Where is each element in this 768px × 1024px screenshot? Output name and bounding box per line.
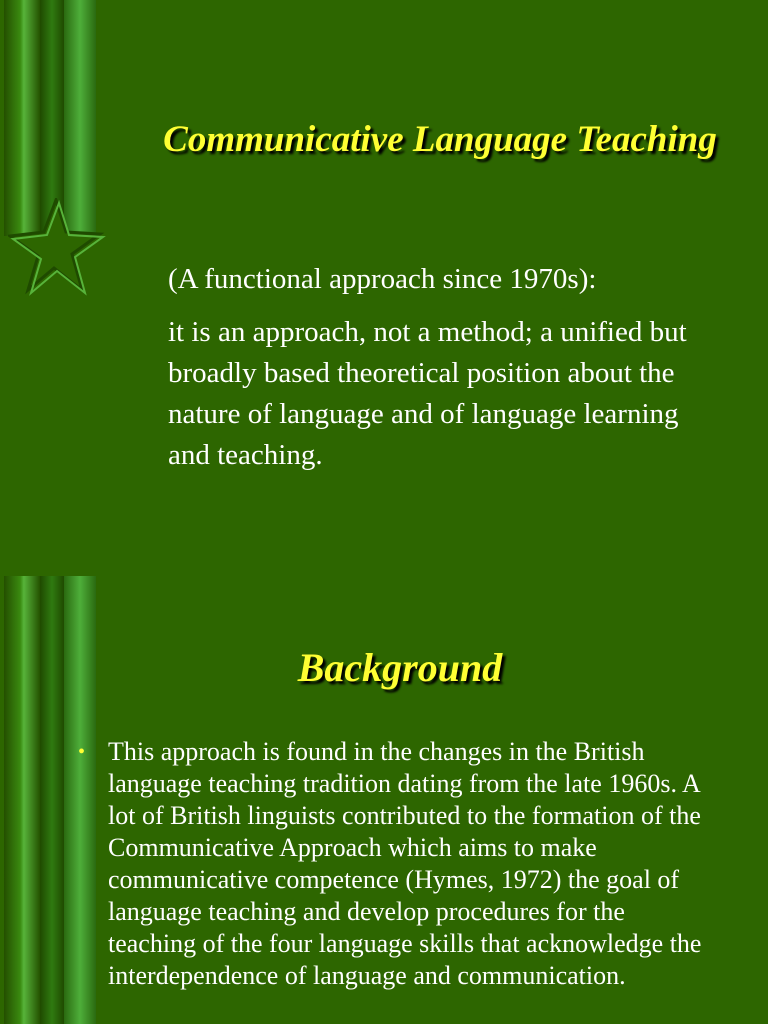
bullet-icon: • — [78, 741, 86, 763]
stripe — [40, 576, 64, 1024]
stripe — [64, 576, 96, 1024]
stripe — [4, 576, 40, 1024]
slide-background — [0, 556, 768, 1024]
slide-title: Communicative Language Teaching — [163, 119, 717, 160]
star-icon — [8, 198, 108, 298]
intro-text: (A functional approach since 1970s): — [168, 263, 597, 295]
bullet-text: This approach is found in the changes in the British language teaching tradition dating from the late 1960s. A lot of British linguists contributed to the formation of the Communicative Approach which aims to make communicative competence (Hymes, 1972) the goal of language teaching and develop procedures for the teaching of the four language skills that acknowledge the interdependence of language and communication. — [108, 737, 702, 990]
slide-title: Background — [297, 645, 503, 690]
definition-paragraph: it is an approach, not a method; a unified but broadly based theoretical position about the nature of language and of language learning and teaching. — [168, 316, 687, 471]
decorative-stripes — [0, 576, 100, 1024]
